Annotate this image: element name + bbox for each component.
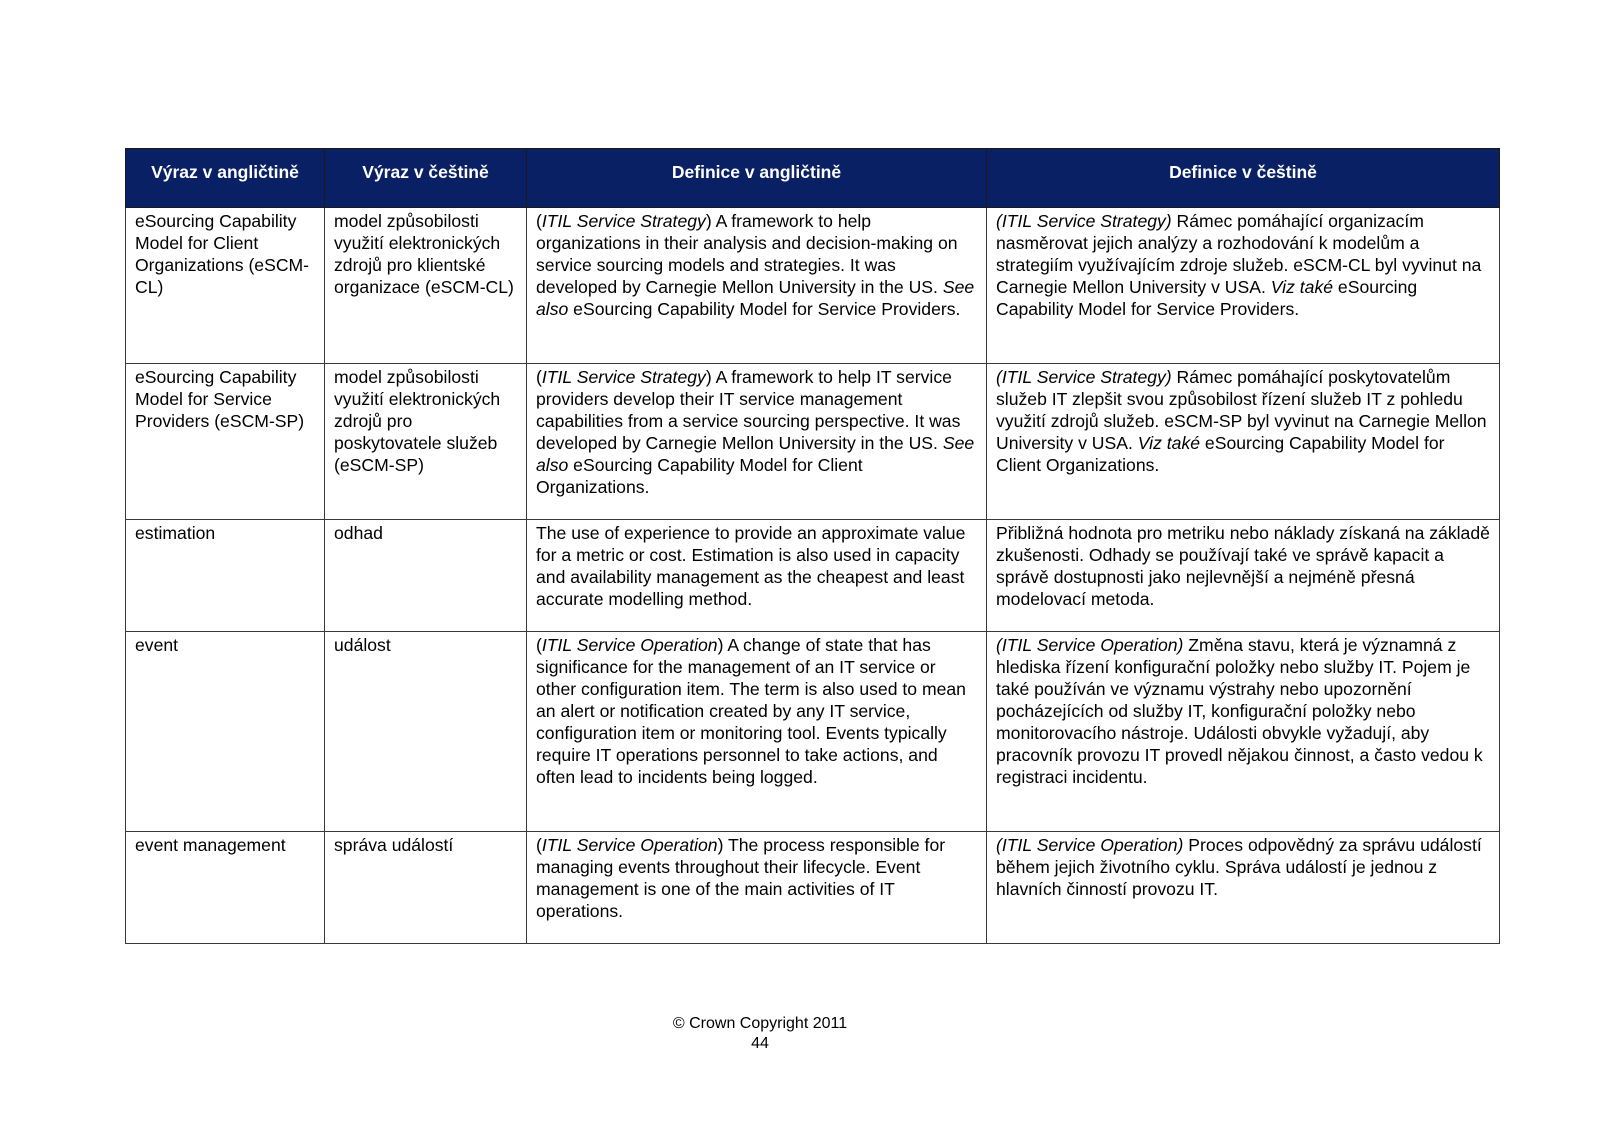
see-also-reference: eSourcing Capability Model for Client Organizations. (536, 455, 863, 497)
term-en-cell: estimation (126, 520, 325, 632)
table-row (126, 364, 1500, 520)
header-term-en: Výraz v angličtině (126, 149, 325, 208)
table-header (126, 149, 1500, 208)
source-label: (ITIL Service Strategy) (996, 367, 1172, 387)
prefix: ( (536, 211, 542, 231)
definition-en-cell (527, 832, 987, 944)
table-body (126, 208, 1500, 944)
see-also-label: Viz také (1270, 277, 1334, 297)
see-also-reference: eSourcing Capability Model for Service Providers. (996, 277, 1418, 319)
source-label: (ITIL Service Operation) (996, 835, 1184, 855)
term-cs-cell: správa událostí (325, 832, 527, 944)
table-row (126, 832, 1500, 944)
term-cs-cell: model způsobilosti využití elektronických zdrojů pro klientské organizace (eSCM-CL) (325, 208, 527, 364)
copyright-notice: © Crown Copyright 2011 (672, 1015, 848, 1032)
source-label: ITIL Service Strategy (541, 211, 706, 231)
term-en-cell: event (126, 632, 325, 832)
definition-cs-cell (987, 632, 1500, 832)
definition-en-cell (527, 208, 987, 364)
term-cs-cell: odhad (325, 520, 527, 632)
definition-cs-cell (987, 208, 1500, 364)
definition-text: ) The process responsible for managing events throughout their lifecycle. Event management is one of the main activities of IT operations. (536, 835, 946, 921)
definition-en-cell (527, 364, 987, 520)
prefix: ( (536, 367, 542, 387)
source-label: (ITIL Service Operation) (996, 635, 1184, 655)
source-label: ITIL Service Strategy (541, 367, 706, 387)
prefix: ( (536, 835, 542, 855)
see-also-label: See also (536, 277, 975, 319)
glossary-table (125, 148, 1500, 944)
term-en-cell: event management (126, 832, 325, 944)
header-definition-en: Definice v angličtině (527, 149, 987, 208)
see-also-label: Viz také (1137, 433, 1201, 453)
definition-text: Změna stavu, která je významná z hlediska řízení konfigurační položky nebo služby IT. Pojem je také používán ve významu výstrahy nebo upozornění pocházejících od služby IT, konfigurační položky nebo monitorovacího nástroje. Události obvykle vyžadují, aby pracovník provozu IT provedl nějakou činnost, a často vedou k registraci incidentu. (996, 635, 1483, 787)
prefix: ( (536, 635, 542, 655)
see-also-reference: eSourcing Capability Model for Service Providers. (568, 299, 961, 319)
term-cs-cell: událost (325, 632, 527, 832)
header-definition-cs: Definice v češtině (987, 149, 1500, 208)
table-row (126, 208, 1500, 364)
term-cs-cell: model způsobilosti využití elektronických zdrojů pro poskytovatele služeb (eSCM-SP) (325, 364, 527, 520)
see-also-reference: eSourcing Capability Model for Client Organizations. (996, 433, 1445, 475)
definition-text: Proces odpovědný za správu událostí během jejich životního cyklu. Správa událostí je jednou z hlavních činností provozu IT. (996, 835, 1482, 899)
table-row (126, 520, 1500, 632)
definition-text: ) A change of state that has significance for the management of an IT service or other configuration item. The term is also used to mean an alert or notification created by any IT service, configuration item or monitoring tool. Events typically require IT operations personnel to take actions, and often lead to incidents being logged. (536, 635, 966, 787)
definition-text: The use of experience to provide an approximate value for a metric or cost. Estimation is also used in capacity and availability management as the cheapest and least accurate modelling method. (536, 523, 966, 609)
term-en-cell: eSourcing Capability Model for Service Providers (eSCM-SP) (126, 364, 325, 520)
source-label: ITIL Service Operation (541, 635, 718, 655)
term-en-cell: eSourcing Capability Model for Client Organizations (eSCM-CL) (126, 208, 325, 364)
table-row (126, 632, 1500, 832)
definition-cs-cell (987, 520, 1500, 632)
header-term-cs: Výraz v češtině (325, 149, 527, 208)
see-also-label: See also (536, 433, 975, 475)
definition-en-cell (527, 632, 987, 832)
definition-text: ) A framework to help IT service providers develop their IT service management capabilities from a service sourcing perspective. It was developed by Carnegie Mellon University in the US. (536, 367, 961, 453)
page-number: 44 (751, 1035, 769, 1052)
definition-cs-cell (987, 832, 1500, 944)
definition-text: ) A framework to help organizations in their analysis and decision-making on service sourcing models and strategies. It was developed by Carnegie Mellon University in the US. (536, 211, 958, 297)
source-label: ITIL Service Operation (541, 835, 718, 855)
header-row (126, 149, 1500, 208)
definition-text: Rámec pomáhající organizacím nasměrovat jejich analýzy a rozhodování k modelům a strategiím využívajícím zdroje služeb. eSCM-CL byl vyvinut na Carnegie Mellon University v USA. (996, 211, 1482, 297)
source-label: (ITIL Service Strategy) (996, 211, 1172, 231)
definition-en-cell (527, 520, 987, 632)
definition-text: Rámec pomáhající poskytovatelům služeb IT zlepšit svou způsobilost řízení služeb IT z pohledu využití zdrojů služeb. eSCM-SP byl vyvinut na Carnegie Mellon University v USA. (996, 367, 1487, 453)
definition-text: Přibližná hodnota pro metriku nebo náklady získaná na základě zkušenosti. Odhady se používají také ve správě kapacit a správě dostupnosti jako nejlevnější a nejméně přesná modelovací metoda. (996, 523, 1490, 609)
definition-cs-cell (987, 364, 1500, 520)
